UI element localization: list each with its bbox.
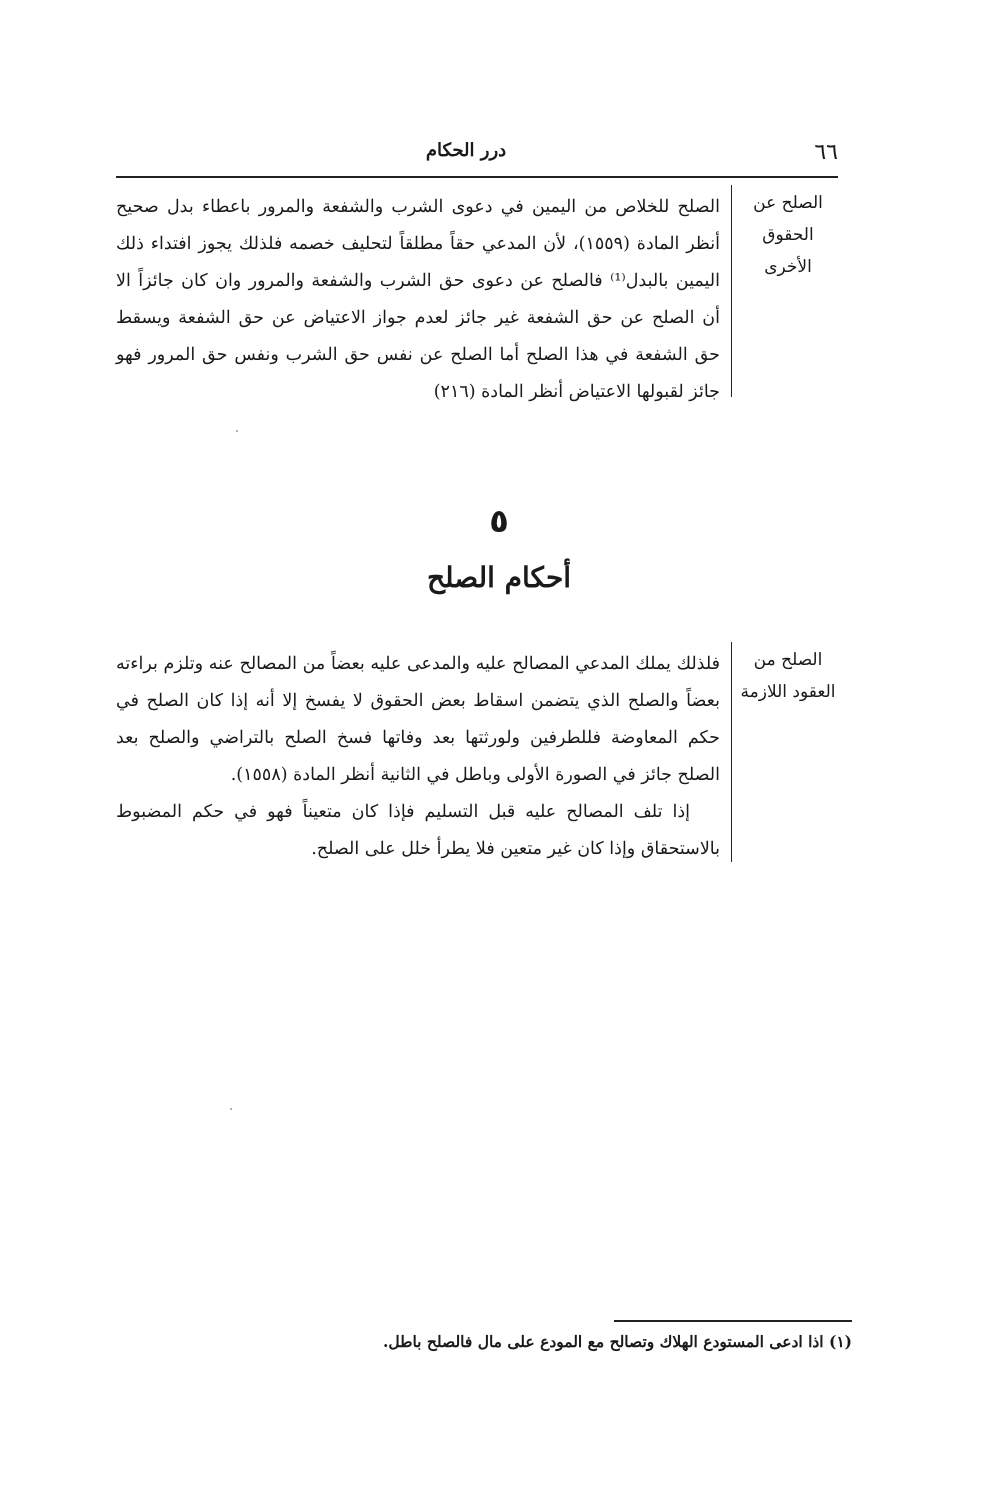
- margin-divider: [731, 185, 733, 397]
- margin-note: الصلح من العقود اللازمة: [740, 650, 836, 702]
- body-text: [116, 646, 720, 868]
- header-rule: [116, 176, 838, 178]
- paragraph: إذا تلف المصالح عليه قبل التسليم فإذا كان متعيناً فهو في حكم المضبوط بالاستحقاق وإذا كان غير متعين فلا يطرأ خلل على الصلح.: [116, 802, 720, 859]
- chapter-number: ٥: [489, 502, 509, 540]
- footnote-rule: [614, 1320, 852, 1322]
- speck: [236, 430, 238, 432]
- paragraph: فلذلك يملك المدعي المصالح عليه والمدعى عليه بعضاً من المصالح عنه وتلزم براءته بعضاً والصلح الذي يتضمن اسقاط بعض الحقوق لا يفسخ إلا أنه إذا كان الصلح في حكم المعاوضة فللطرفين ولورثتها بعد وفاتها فسخ الصلح بالتراضي والصلح بعد الصلح جائز في الصورة الأولى وباطل في الثانية أنظر المادة (١٥٥٨).: [116, 654, 720, 785]
- page-number: ٦٦: [814, 140, 838, 165]
- section-binding-contracts: [116, 642, 838, 872]
- running-header: [116, 140, 838, 170]
- chapter-title: أحكام الصلح: [426, 561, 572, 594]
- margin-note: الصلح عن الحقوق الأخرى: [753, 193, 823, 277]
- footnote: (١) اذا ادعى المستودع الهلاك وتصالح مع المودع على مال فالصلح باطل.: [382, 1332, 852, 1351]
- margin-divider: [731, 642, 733, 862]
- speck: [230, 1108, 232, 1110]
- running-header-title: درر الحكام: [425, 140, 507, 161]
- paragraph: الصلح للخلاص من اليمين في دعوى الشرب والشفعة والمرور باعطاء بدل صحيح أنظر المادة (١٥٥٩)، لأن المدعي حقاً مطلقاً لتحليف خصمه فلذلك يجوز افتداء ذلك اليمين بالبدل⁽¹⁾ فالصلح عن دعوى حق الشرب والشفعة والمرور وان كان جائزاً الا أن الصلح عن حق الشفعة غير جائز لعدم جواز الاعتياض عن حق الشفعة ويسقط حق الشفعة في هذا الصلح أما الصلح عن نفس حق الشرب ونفس حق المرور فهو جائز لقبولها الاعتياض أنظر المادة (٢١٦): [116, 197, 720, 402]
- section-other-rights: [116, 185, 838, 405]
- body-text: [116, 189, 720, 411]
